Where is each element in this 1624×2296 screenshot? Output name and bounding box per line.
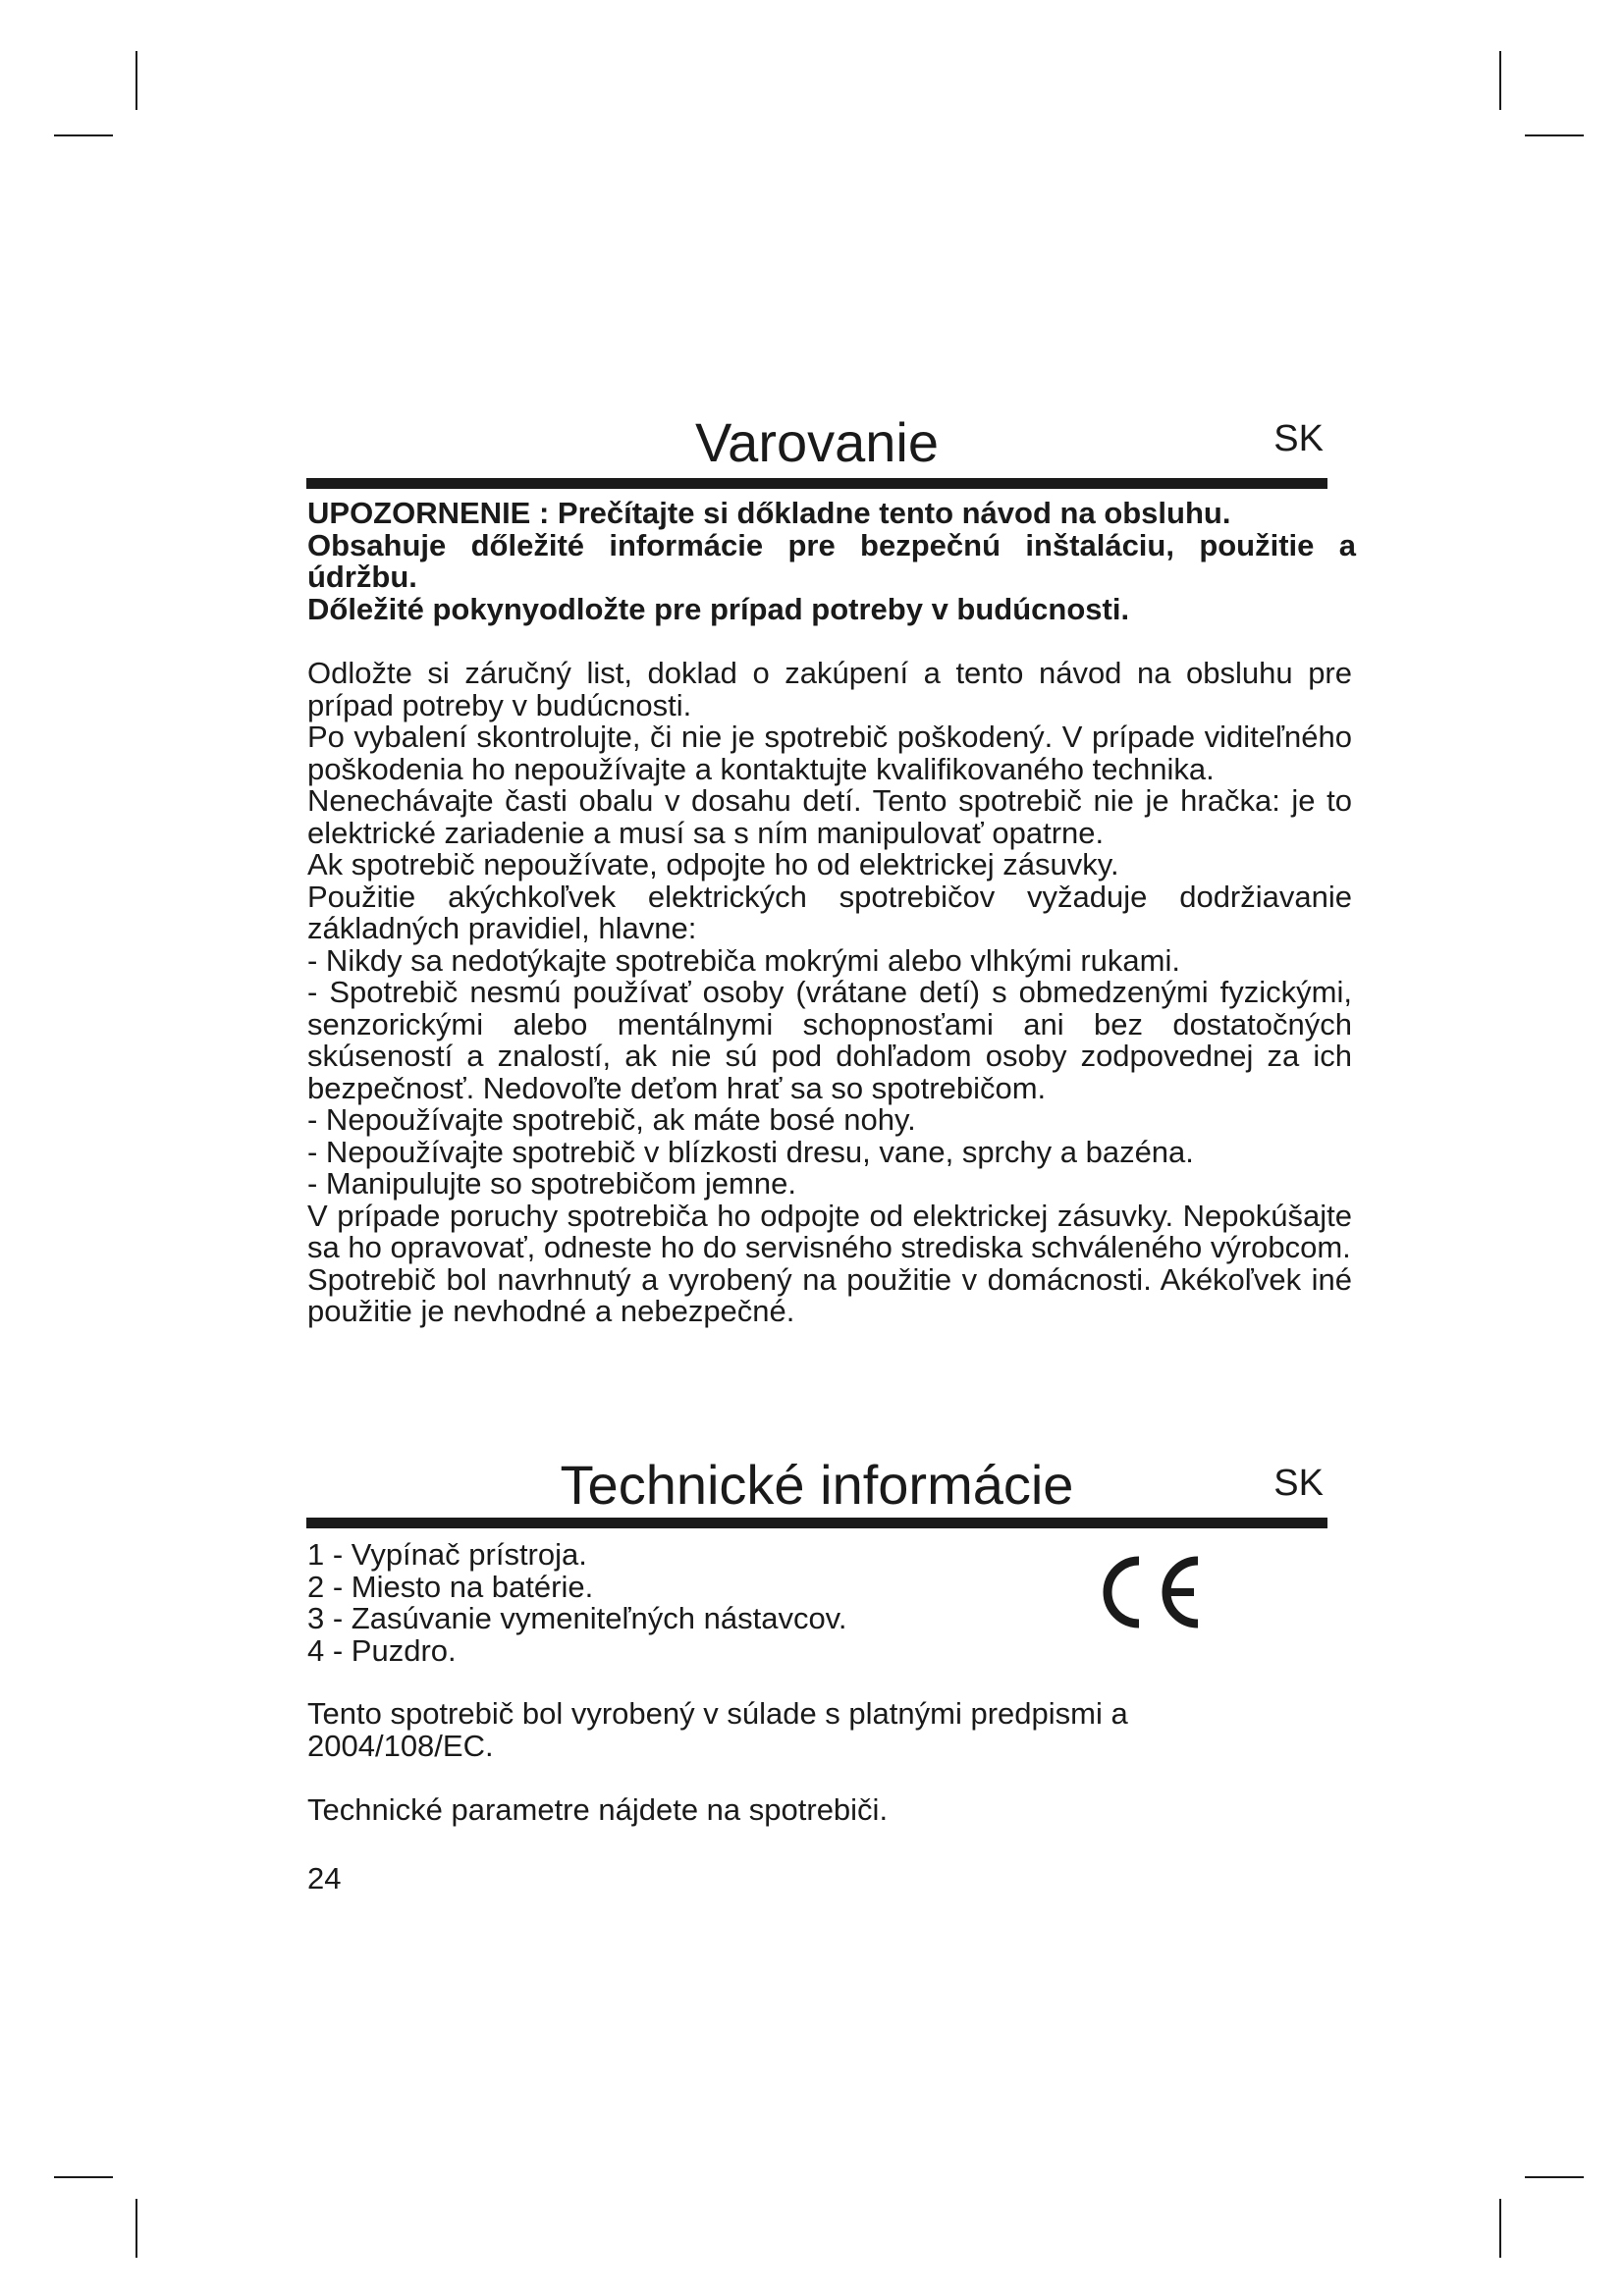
warning-notice [307,498,1356,625]
body-paragraph: Nenechávajte časti obalu v dosahu detí. Tento spotrebič nie je hračka: je to elektrické zariadenie a musí sa s ním manipulovať opatrne. [307,783,1352,850]
warning-title: Varovanie [694,411,939,473]
technical-section-header [306,1455,1327,1533]
list-item: - Nepoužívajte spotrebič, ak máte bosé nohy. [307,1102,916,1137]
list-item: - Nepoužívajte spotrebič v blízkosti dresu, vane, sprchy a bazéna. [307,1134,1194,1169]
body-paragraph: Použitie akýchkoľvek elektrických spotrebičov vyžaduje dodržiavanie základných pravidiel, hlavne: [307,879,1352,945]
body-paragraph: Po vybalení skontrolujte, či nie je spotrebič poškodený. V prípade viditeľného poškodenia ho nepoužívajte a kontaktujte kvalifikovaného technika. [307,720,1352,786]
section-rule [306,1518,1327,1528]
ce-mark-icon [1090,1551,1206,1633]
crop-mark [135,51,137,110]
section-rule [306,478,1327,489]
list-item: 2 - Miesto na batérie. [307,1569,594,1604]
crop-mark [1499,2199,1501,2258]
crop-mark [1499,51,1501,110]
parts-list [307,1539,847,1667]
crop-mark [1525,2176,1584,2178]
list-item: - Spotrebič nesmú používať osoby (vrátane detí) s obmedzenými fyzickými, senzorickými alebo mentálnymi schopnosťami ani bez dostatočných skúseností a znalostí, ak nie sú pod dohľadom osoby zodpovednej za ich bezpečnosť. Nedovoľte deťom hrať sa so spotrebičom. [307,975,1352,1105]
technical-title: Technické informácie [560,1454,1074,1516]
compliance-text: Tento spotrebič bol vyrobený v súlade s platnými predpismi a 2004/108/EC. [307,1696,1128,1763]
technical-lang-code: SK [1273,1463,1324,1504]
list-item: - Manipulujte so spotrebičom jemne. [307,1166,796,1201]
body-paragraph: V prípade poruchy spotrebiča ho odpojte od elektrickej zásuvky. Nepokúšajte sa ho opravovať, odneste ho do servisného strediska schváleného výrobcom. [307,1198,1352,1264]
list-item: 1 - Vypínač prístroja. [307,1537,587,1572]
warning-line: Dőležité pokynyodložte pre prípad potreby v budúcnosti. [307,591,1130,626]
warning-lang-code: SK [1273,418,1324,459]
body-paragraph: Odložte si záručný list, doklad o zakúpení a tento návod na obsluhu pre prípad potreby v budúcnosti. [307,656,1352,722]
list-item: 3 - Zasúvanie vymeniteľných nástavcov. [307,1601,847,1635]
body-paragraph: Ak spotrebič nepoužívate, odpojte ho od elektrickej zásuvky. [307,847,1119,881]
warning-line: UPOZORNENIE : Prečítajte si dőkladne tento návod na obsluhu. [307,496,1231,530]
list-item: 4 - Puzdro. [307,1632,457,1668]
crop-mark [54,134,113,136]
page-number: 24 [307,1861,342,1896]
crop-mark [135,2199,137,2258]
parameters-text: Technické parametre nájdete na spotrebiči. [307,1792,889,1827]
warning-section-header [306,412,1327,491]
warning-line: Obsahuje dőležité informácie pre bezpečnú inštaláciu, použitie a údržbu. [307,527,1356,594]
crop-mark [54,2176,113,2178]
crop-mark [1525,134,1584,136]
warning-body [307,658,1352,1328]
body-paragraph: Spotrebič bol navrhnutý a vyrobený na použitie v domácnosti. Akékoľvek iné použitie je nevhodné a nebezpečné. [307,1261,1352,1328]
list-item: - Nikdy sa nedotýkajte spotrebiča mokrými alebo vlhkými rukami. [307,942,1180,978]
